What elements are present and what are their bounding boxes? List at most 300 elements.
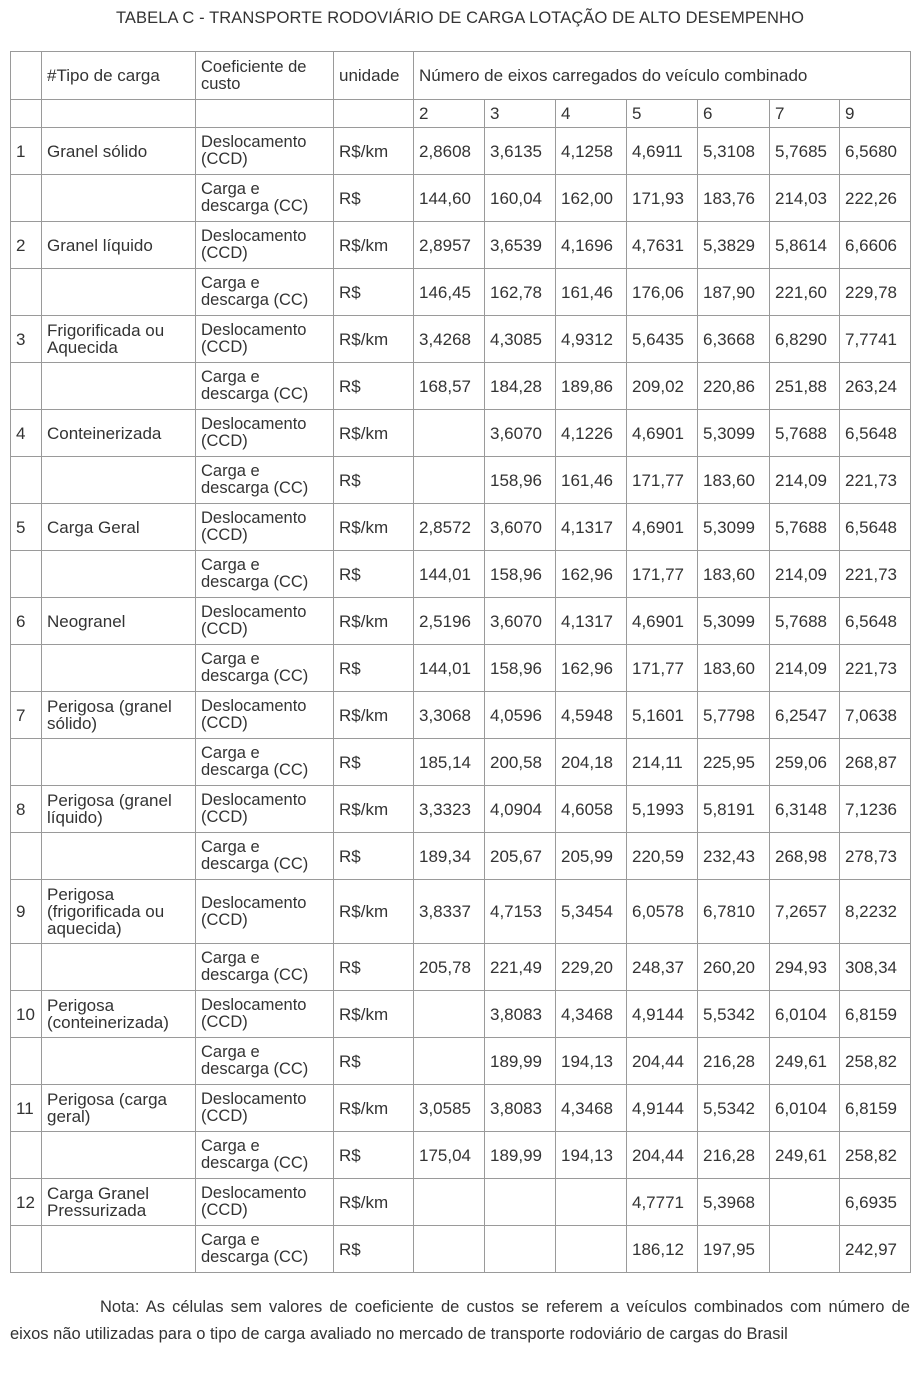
unit-desloc: R$/km <box>334 880 414 944</box>
value-cell: 5,1601 <box>627 692 698 739</box>
freight-cost-table <box>10 51 911 1273</box>
value-cell: 162,96 <box>556 551 627 598</box>
cargo-type: Perigosa (granel sólido) <box>42 692 196 739</box>
cargo-type-empty <box>42 833 196 880</box>
value-cell: 4,1317 <box>556 598 627 645</box>
value-cell <box>414 457 485 504</box>
value-cell: 221,60 <box>770 269 840 316</box>
value-cell: 268,87 <box>840 739 911 786</box>
cargo-type-empty <box>42 363 196 410</box>
unit-desloc: R$/km <box>334 410 414 457</box>
unit-desloc: R$/km <box>334 786 414 833</box>
value-cell: 146,45 <box>414 269 485 316</box>
value-cell: 7,7741 <box>840 316 911 363</box>
row-number-empty <box>11 175 42 222</box>
value-cell: 197,95 <box>698 1226 770 1273</box>
value-cell: 3,8083 <box>485 1085 556 1132</box>
cargo-type-empty <box>42 175 196 222</box>
table-row <box>11 410 911 457</box>
row-number: 9 <box>11 880 42 944</box>
value-cell: 171,77 <box>627 457 698 504</box>
value-cell: 183,76 <box>698 175 770 222</box>
value-cell: 176,06 <box>627 269 698 316</box>
row-number: 10 <box>11 991 42 1038</box>
table-row <box>11 645 911 692</box>
value-cell: 171,93 <box>627 175 698 222</box>
value-cell: 7,0638 <box>840 692 911 739</box>
value-cell: 5,7798 <box>698 692 770 739</box>
value-cell: 7,1236 <box>840 786 911 833</box>
value-cell <box>485 1226 556 1273</box>
table-row <box>11 222 911 269</box>
row-number-empty <box>11 833 42 880</box>
axle-blank <box>334 100 414 128</box>
value-cell: 189,34 <box>414 833 485 880</box>
table-row <box>11 1132 911 1179</box>
unit-carga: R$ <box>334 457 414 504</box>
value-cell: 205,78 <box>414 944 485 991</box>
row-number: 4 <box>11 410 42 457</box>
row-number: 6 <box>11 598 42 645</box>
value-cell: 221,73 <box>840 457 911 504</box>
value-cell: 6,8290 <box>770 316 840 363</box>
axle-7: 7 <box>770 100 840 128</box>
axle-blank <box>11 100 42 128</box>
value-cell: 5,3099 <box>698 410 770 457</box>
unit-desloc: R$/km <box>334 222 414 269</box>
header-unidade: unidade <box>334 52 414 100</box>
cargo-type: Carga Geral <box>42 504 196 551</box>
value-cell: 205,67 <box>485 833 556 880</box>
value-cell: 6,5680 <box>840 128 911 175</box>
value-cell: 220,59 <box>627 833 698 880</box>
value-cell: 2,8572 <box>414 504 485 551</box>
value-cell: 229,78 <box>840 269 911 316</box>
cargo-type: Carga Granel Pressurizada <box>42 1179 196 1226</box>
value-cell: 263,24 <box>840 363 911 410</box>
value-cell: 258,82 <box>840 1132 911 1179</box>
value-cell: 162,78 <box>485 269 556 316</box>
unit-carga: R$ <box>334 1226 414 1273</box>
value-cell: 6,2547 <box>770 692 840 739</box>
value-cell: 214,09 <box>770 457 840 504</box>
coef-desloc: Deslocamento (CCD) <box>196 1085 334 1132</box>
value-cell: 209,02 <box>627 363 698 410</box>
row-number-empty <box>11 269 42 316</box>
table-row <box>11 786 911 833</box>
value-cell: 205,99 <box>556 833 627 880</box>
table-row <box>11 1038 911 1085</box>
header-row <box>11 52 911 100</box>
cargo-type-empty <box>42 1132 196 1179</box>
unit-desloc: R$/km <box>334 504 414 551</box>
table-row <box>11 551 911 598</box>
cargo-type-empty <box>42 1038 196 1085</box>
coef-carga: Carga e descarga (CC) <box>196 645 334 692</box>
value-cell: 3,6070 <box>485 598 556 645</box>
coef-carga: Carga e descarga (CC) <box>196 551 334 598</box>
value-cell: 204,18 <box>556 739 627 786</box>
coef-carga: Carga e descarga (CC) <box>196 833 334 880</box>
value-cell: 6,6606 <box>840 222 911 269</box>
table-row <box>11 269 911 316</box>
table-row <box>11 1085 911 1132</box>
value-cell: 4,1317 <box>556 504 627 551</box>
coef-carga: Carga e descarga (CC) <box>196 175 334 222</box>
value-cell: 2,8608 <box>414 128 485 175</box>
cargo-type: Conteinerizada <box>42 410 196 457</box>
table-row <box>11 363 911 410</box>
coef-desloc: Deslocamento (CCD) <box>196 880 334 944</box>
value-cell: 5,1993 <box>627 786 698 833</box>
value-cell: 194,13 <box>556 1038 627 1085</box>
value-cell: 251,88 <box>770 363 840 410</box>
row-number: 8 <box>11 786 42 833</box>
table-row <box>11 316 911 363</box>
value-cell: 4,6901 <box>627 598 698 645</box>
axle-4: 4 <box>556 100 627 128</box>
value-cell: 260,20 <box>698 944 770 991</box>
value-cell: 194,13 <box>556 1132 627 1179</box>
value-cell: 4,3085 <box>485 316 556 363</box>
coef-carga: Carga e descarga (CC) <box>196 1132 334 1179</box>
value-cell: 3,6070 <box>485 504 556 551</box>
value-cell: 6,5648 <box>840 504 911 551</box>
cargo-type: Perigosa (carga geral) <box>42 1085 196 1132</box>
unit-carga: R$ <box>334 833 414 880</box>
table-row <box>11 504 911 551</box>
row-number-empty <box>11 1226 42 1273</box>
value-cell: 185,14 <box>414 739 485 786</box>
value-cell: 220,86 <box>698 363 770 410</box>
value-cell: 4,7771 <box>627 1179 698 1226</box>
value-cell: 4,6901 <box>627 504 698 551</box>
axle-6: 6 <box>698 100 770 128</box>
header-eixos: Número de eixos carregados do veículo combinado <box>414 52 911 100</box>
unit-carga: R$ <box>334 363 414 410</box>
value-cell: 214,11 <box>627 739 698 786</box>
value-cell: 4,6058 <box>556 786 627 833</box>
value-cell: 258,82 <box>840 1038 911 1085</box>
table-row <box>11 457 911 504</box>
value-cell: 5,5342 <box>698 991 770 1038</box>
unit-desloc: R$/km <box>334 1085 414 1132</box>
unit-carga: R$ <box>334 269 414 316</box>
row-number-empty <box>11 739 42 786</box>
table-row <box>11 880 911 944</box>
value-cell: 5,3829 <box>698 222 770 269</box>
value-cell <box>770 1226 840 1273</box>
coef-desloc: Deslocamento (CCD) <box>196 410 334 457</box>
value-cell: 4,3468 <box>556 1085 627 1132</box>
table-row <box>11 944 911 991</box>
row-number: 12 <box>11 1179 42 1226</box>
cargo-type-empty <box>42 645 196 692</box>
cargo-type-empty <box>42 551 196 598</box>
value-cell <box>414 1038 485 1085</box>
value-cell: 6,0104 <box>770 1085 840 1132</box>
coef-desloc: Deslocamento (CCD) <box>196 598 334 645</box>
value-cell: 6,5648 <box>840 410 911 457</box>
unit-desloc: R$/km <box>334 128 414 175</box>
value-cell: 6,7810 <box>698 880 770 944</box>
value-cell: 214,09 <box>770 551 840 598</box>
unit-desloc: R$/km <box>334 316 414 363</box>
value-cell: 249,61 <box>770 1132 840 1179</box>
value-cell: 4,7631 <box>627 222 698 269</box>
unit-desloc: R$/km <box>334 991 414 1038</box>
value-cell: 5,3454 <box>556 880 627 944</box>
value-cell: 249,61 <box>770 1038 840 1085</box>
value-cell: 6,5648 <box>840 598 911 645</box>
value-cell: 4,1696 <box>556 222 627 269</box>
table-row <box>11 991 911 1038</box>
value-cell: 259,06 <box>770 739 840 786</box>
value-cell: 161,46 <box>556 269 627 316</box>
table-row <box>11 692 911 739</box>
coef-carga: Carga e descarga (CC) <box>196 1038 334 1085</box>
value-cell: 5,3108 <box>698 128 770 175</box>
value-cell: 168,57 <box>414 363 485 410</box>
row-number-empty <box>11 457 42 504</box>
value-cell: 4,7153 <box>485 880 556 944</box>
unit-carga: R$ <box>334 645 414 692</box>
axle-5: 5 <box>627 100 698 128</box>
cargo-type-empty <box>42 457 196 504</box>
value-cell: 6,0104 <box>770 991 840 1038</box>
value-cell: 4,1258 <box>556 128 627 175</box>
row-number-empty <box>11 1038 42 1085</box>
value-cell: 4,9144 <box>627 991 698 1038</box>
value-cell: 8,2232 <box>840 880 911 944</box>
value-cell: 214,09 <box>770 645 840 692</box>
value-cell: 4,1226 <box>556 410 627 457</box>
value-cell: 5,6435 <box>627 316 698 363</box>
value-cell: 3,4268 <box>414 316 485 363</box>
header-num <box>11 52 42 100</box>
value-cell <box>556 1179 627 1226</box>
value-cell <box>414 1179 485 1226</box>
value-cell: 248,37 <box>627 944 698 991</box>
value-cell <box>414 410 485 457</box>
axle-2: 2 <box>414 100 485 128</box>
value-cell: 5,5342 <box>698 1085 770 1132</box>
unit-carga: R$ <box>334 944 414 991</box>
value-cell: 3,6135 <box>485 128 556 175</box>
table-row <box>11 739 911 786</box>
table-row <box>11 128 911 175</box>
row-number-empty <box>11 944 42 991</box>
unit-carga: R$ <box>334 739 414 786</box>
value-cell: 5,8614 <box>770 222 840 269</box>
value-cell: 3,6070 <box>485 410 556 457</box>
coef-desloc: Deslocamento (CCD) <box>196 786 334 833</box>
cargo-type-empty <box>42 1226 196 1273</box>
unit-desloc: R$/km <box>334 1179 414 1226</box>
coef-carga: Carga e descarga (CC) <box>196 457 334 504</box>
value-cell: 4,3468 <box>556 991 627 1038</box>
value-cell: 158,96 <box>485 645 556 692</box>
row-number: 11 <box>11 1085 42 1132</box>
row-number-empty <box>11 363 42 410</box>
value-cell: 4,6901 <box>627 410 698 457</box>
value-cell: 7,2657 <box>770 880 840 944</box>
value-cell: 2,8957 <box>414 222 485 269</box>
table-row <box>11 598 911 645</box>
value-cell: 2,5196 <box>414 598 485 645</box>
value-cell: 189,99 <box>485 1038 556 1085</box>
unit-carga: R$ <box>334 175 414 222</box>
value-cell: 6,0578 <box>627 880 698 944</box>
value-cell: 204,44 <box>627 1038 698 1085</box>
value-cell: 3,6539 <box>485 222 556 269</box>
axle-row <box>11 100 911 128</box>
table-row <box>11 833 911 880</box>
value-cell <box>556 1226 627 1273</box>
value-cell: 4,0596 <box>485 692 556 739</box>
cargo-type: Perigosa (granel líquido) <box>42 786 196 833</box>
value-cell: 221,49 <box>485 944 556 991</box>
value-cell <box>485 1179 556 1226</box>
coef-desloc: Deslocamento (CCD) <box>196 128 334 175</box>
value-cell: 6,8159 <box>840 991 911 1038</box>
value-cell: 187,90 <box>698 269 770 316</box>
coef-carga: Carga e descarga (CC) <box>196 944 334 991</box>
value-cell: 4,6911 <box>627 128 698 175</box>
row-number: 7 <box>11 692 42 739</box>
coef-desloc: Deslocamento (CCD) <box>196 991 334 1038</box>
value-cell: 229,20 <box>556 944 627 991</box>
coef-desloc: Deslocamento (CCD) <box>196 504 334 551</box>
value-cell: 4,5948 <box>556 692 627 739</box>
value-cell: 5,7688 <box>770 504 840 551</box>
table-row <box>11 1226 911 1273</box>
value-cell: 222,26 <box>840 175 911 222</box>
value-cell: 4,9144 <box>627 1085 698 1132</box>
footnote: Nota: As células sem valores de coeficiente de custos se referem a veículos combinados com número de eixos não utilizadas para o tipo de carga avaliado no mercado de transporte rodoviário de cargas do Brasil <box>10 1298 910 1343</box>
value-cell: 3,8337 <box>414 880 485 944</box>
value-cell: 5,3968 <box>698 1179 770 1226</box>
value-cell: 6,6935 <box>840 1179 911 1226</box>
value-cell: 3,0585 <box>414 1085 485 1132</box>
coef-carga: Carga e descarga (CC) <box>196 739 334 786</box>
cargo-type: Granel líquido <box>42 222 196 269</box>
table-body <box>11 52 911 1273</box>
value-cell: 6,8159 <box>840 1085 911 1132</box>
value-cell: 5,7688 <box>770 410 840 457</box>
value-cell: 4,9312 <box>556 316 627 363</box>
cargo-type-empty <box>42 269 196 316</box>
value-cell: 204,44 <box>627 1132 698 1179</box>
unit-carga: R$ <box>334 551 414 598</box>
table-row <box>11 175 911 222</box>
value-cell: 216,28 <box>698 1132 770 1179</box>
value-cell: 189,99 <box>485 1132 556 1179</box>
value-cell: 242,97 <box>840 1226 911 1273</box>
value-cell: 6,3148 <box>770 786 840 833</box>
value-cell: 171,77 <box>627 645 698 692</box>
value-cell: 214,03 <box>770 175 840 222</box>
value-cell: 200,58 <box>485 739 556 786</box>
value-cell: 232,43 <box>698 833 770 880</box>
value-cell: 3,8083 <box>485 991 556 1038</box>
value-cell: 144,01 <box>414 551 485 598</box>
value-cell: 160,04 <box>485 175 556 222</box>
value-cell <box>414 1226 485 1273</box>
value-cell: 5,8191 <box>698 786 770 833</box>
value-cell: 144,01 <box>414 645 485 692</box>
coef-desloc: Deslocamento (CCD) <box>196 222 334 269</box>
value-cell: 161,46 <box>556 457 627 504</box>
value-cell: 5,7688 <box>770 598 840 645</box>
coef-desloc: Deslocamento (CCD) <box>196 1179 334 1226</box>
value-cell: 5,3099 <box>698 598 770 645</box>
value-cell <box>414 991 485 1038</box>
value-cell: 5,3099 <box>698 504 770 551</box>
axle-3: 3 <box>485 100 556 128</box>
row-number-empty <box>11 645 42 692</box>
coef-carga: Carga e descarga (CC) <box>196 363 334 410</box>
row-number-empty <box>11 551 42 598</box>
value-cell: 5,7685 <box>770 128 840 175</box>
value-cell: 216,28 <box>698 1038 770 1085</box>
unit-carga: R$ <box>334 1038 414 1085</box>
table-row <box>11 1179 911 1226</box>
cargo-type: Perigosa (frigorificada ou aquecida) <box>42 880 196 944</box>
header-coef: Coeficiente de custo <box>196 52 334 100</box>
value-cell: 171,77 <box>627 551 698 598</box>
axle-blank <box>196 100 334 128</box>
value-cell: 175,04 <box>414 1132 485 1179</box>
row-number-empty <box>11 1132 42 1179</box>
header-tipo: #Tipo de carga <box>42 52 196 100</box>
cargo-type-empty <box>42 739 196 786</box>
value-cell: 183,60 <box>698 551 770 598</box>
unit-carga: R$ <box>334 1132 414 1179</box>
unit-desloc: R$/km <box>334 598 414 645</box>
coef-carga: Carga e descarga (CC) <box>196 1226 334 1273</box>
value-cell: 308,34 <box>840 944 911 991</box>
table-title: TABELA C - TRANSPORTE RODOVIÁRIO DE CARGA LOTAÇÃO DE ALTO DESEMPENHO <box>115 9 805 27</box>
cargo-type: Frigorificada ou Aquecida <box>42 316 196 363</box>
value-cell: 268,98 <box>770 833 840 880</box>
coef-desloc: Deslocamento (CCD) <box>196 692 334 739</box>
row-number: 5 <box>11 504 42 551</box>
value-cell: 221,73 <box>840 551 911 598</box>
value-cell: 158,96 <box>485 457 556 504</box>
cargo-type: Granel sólido <box>42 128 196 175</box>
value-cell: 162,00 <box>556 175 627 222</box>
coef-carga: Carga e descarga (CC) <box>196 269 334 316</box>
value-cell: 221,73 <box>840 645 911 692</box>
axle-9: 9 <box>840 100 911 128</box>
value-cell: 4,0904 <box>485 786 556 833</box>
value-cell: 144,60 <box>414 175 485 222</box>
row-number: 1 <box>11 128 42 175</box>
row-number: 3 <box>11 316 42 363</box>
value-cell: 225,95 <box>698 739 770 786</box>
value-cell <box>770 1179 840 1226</box>
value-cell: 158,96 <box>485 551 556 598</box>
value-cell: 278,73 <box>840 833 911 880</box>
value-cell: 184,28 <box>485 363 556 410</box>
value-cell: 183,60 <box>698 645 770 692</box>
value-cell: 162,96 <box>556 645 627 692</box>
value-cell: 6,3668 <box>698 316 770 363</box>
value-cell: 189,86 <box>556 363 627 410</box>
value-cell: 3,3068 <box>414 692 485 739</box>
row-number: 2 <box>11 222 42 269</box>
